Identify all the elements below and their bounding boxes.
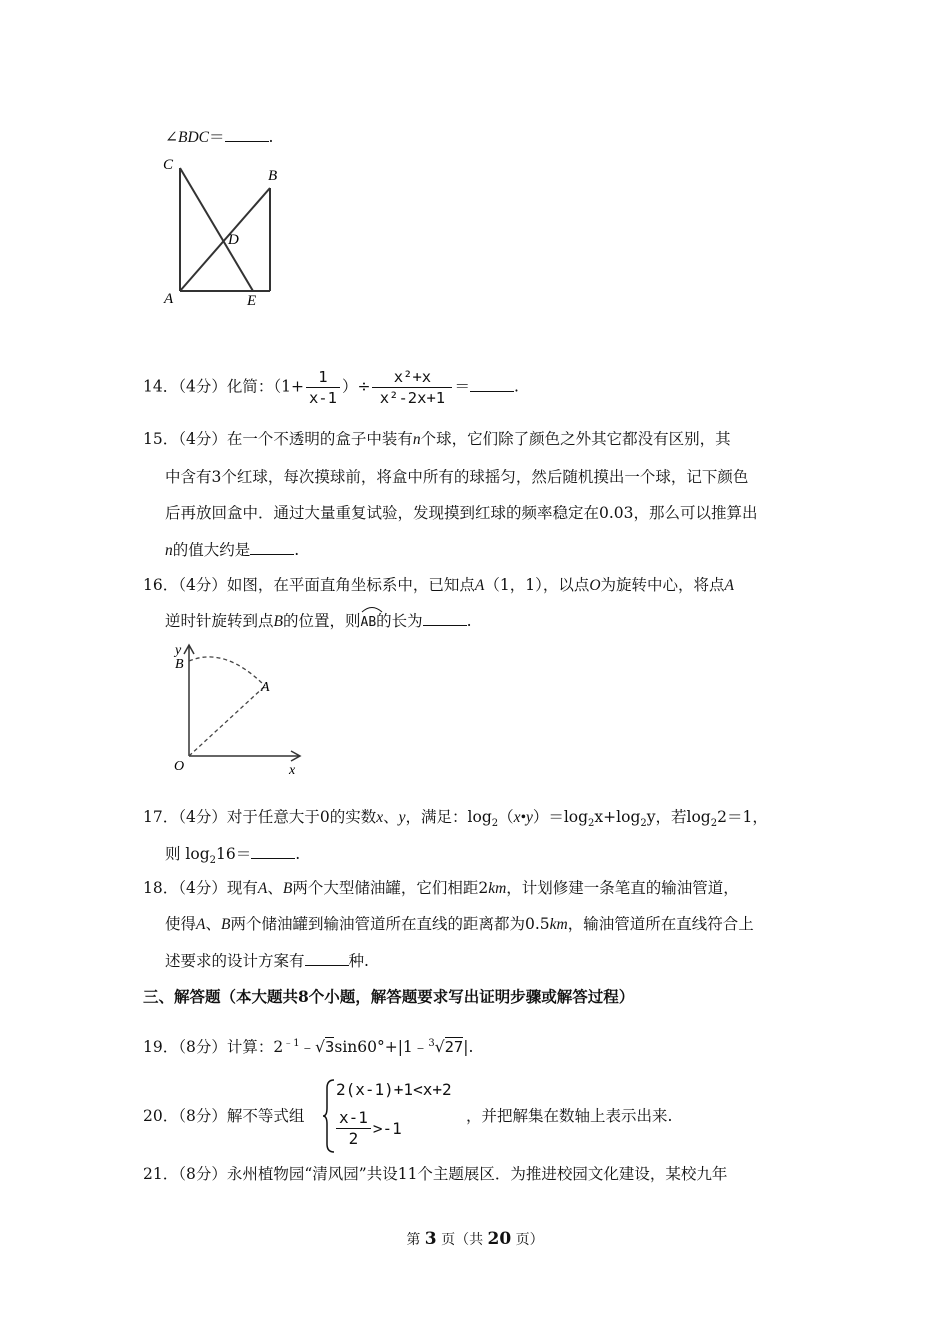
- figure-16-coordinate-plane: [165, 638, 315, 783]
- sqrt-icon: √: [315, 1038, 326, 1057]
- point-a: A: [724, 577, 735, 594]
- label-d: D: [228, 232, 239, 248]
- q13-tail: [165, 126, 273, 149]
- period: .: [466, 612, 472, 630]
- q18-score: （4分）: [178, 879, 227, 897]
- q18-text: ，输油管道所在直线符合上: [567, 915, 754, 933]
- q19-text: 计算：2: [226, 1038, 284, 1057]
- ineq2-rhs: >-1: [372, 1119, 402, 1138]
- q16-text: （1，1），以点: [484, 576, 590, 594]
- q14-text: 化简：（1+: [226, 377, 304, 396]
- point-o: O: [589, 577, 601, 594]
- q17-text: ）＝log: [532, 808, 589, 826]
- q15-score: （4分）: [178, 430, 227, 448]
- equals: ＝: [209, 128, 225, 146]
- tank-a: A: [196, 916, 206, 933]
- var-n: n: [412, 431, 421, 448]
- question-16-line-2: [165, 610, 472, 634]
- q16-number: 16．: [143, 576, 179, 594]
- label-b: B: [175, 657, 184, 672]
- figure-13-diagram: [155, 150, 295, 315]
- label-b: B: [268, 168, 278, 184]
- inequality-2: [334, 1108, 402, 1149]
- tank-b: B: [282, 880, 293, 897]
- cube-root-icon: √: [434, 1038, 445, 1057]
- q18-text: 述要求的设计方案有: [165, 952, 305, 970]
- tank-a: A: [257, 880, 268, 897]
- footer-text: 第: [406, 1232, 425, 1248]
- arc-icon: [361, 605, 383, 613]
- q17-text: x+log: [594, 808, 641, 826]
- question-19: [143, 1033, 473, 1058]
- question-15-line-2: 中含有3个红球，每次摸球前，将盒中所有的球摇匀，然后随机摸出一个球，记下颜色: [165, 468, 749, 486]
- section-3-heading: 三、解答题（本大题共8个小题，解答题要求写出证明步骤或解答过程）: [143, 987, 635, 1006]
- q17-text: （: [498, 808, 514, 826]
- q18-text: 两个储油罐到输油管道所在直线的距离都为0.5: [230, 915, 550, 933]
- q16-text: 为旋转中心，将点: [600, 576, 725, 594]
- sqrt-radicand: 3: [325, 1038, 335, 1057]
- point-a: A: [474, 577, 485, 594]
- cube-radicand: 27: [444, 1038, 464, 1057]
- q14-close: ）÷: [341, 377, 371, 396]
- label-c: C: [163, 157, 174, 173]
- question-17-line-1: [143, 806, 768, 835]
- ineq2-den: 2: [348, 1129, 359, 1148]
- answer-blank[interactable]: [470, 377, 514, 392]
- footer-text: 页（共: [436, 1232, 488, 1248]
- var-n: n: [165, 542, 173, 559]
- point-b: B: [273, 613, 283, 630]
- label-a: A: [164, 291, 174, 307]
- q20-text: 解不等式组: [226, 1107, 305, 1125]
- answer-blank[interactable]: [305, 951, 349, 966]
- tank-b: B: [221, 916, 231, 933]
- question-20-tail: ，并把解集在数轴上表示出来.: [466, 1107, 673, 1125]
- q21-text: 永州植物园“清风园”共设11个主题展区．为推进校园文化建设，某校九年: [226, 1165, 728, 1183]
- footer-text: 页）: [511, 1232, 544, 1248]
- q18-text: ，计划修建一条笔直的输油管道，: [506, 879, 739, 897]
- q19-score: （8分）: [178, 1038, 227, 1057]
- q14-f1-num: 1: [306, 367, 340, 388]
- axis-x-label: x: [289, 763, 296, 778]
- unit-km: km: [488, 880, 507, 897]
- log-base: 2: [588, 818, 595, 830]
- answer-blank[interactable]: [250, 540, 294, 555]
- inequality-1: 2(x-1)+1<x+2: [336, 1080, 452, 1099]
- current-page: 3: [424, 1229, 437, 1249]
- exponent: ﹣1: [283, 1038, 300, 1049]
- angle-label: BDC: [178, 129, 209, 146]
- q15-text: 的值大约是: [172, 541, 251, 559]
- period: .: [513, 377, 519, 396]
- log-base: 2: [209, 855, 217, 867]
- q19-text: sin60°+|1﹣: [334, 1038, 429, 1057]
- total-pages: 20: [487, 1229, 512, 1249]
- q14-number: 14．: [143, 377, 179, 396]
- question-14: [143, 367, 519, 408]
- label-o: O: [174, 759, 185, 774]
- q17-text: 16＝: [216, 845, 252, 863]
- question-17-line-2: [165, 843, 300, 872]
- question-15-line-3: 后再放回盒中．通过大量重复试验，发现摸到红球的频率稳定在0.03，那么可以推算出: [165, 504, 758, 522]
- period: .: [295, 845, 301, 863]
- q16-text: 逆时针旋转到点: [165, 612, 274, 630]
- answer-blank[interactable]: [251, 844, 295, 859]
- q18-text: 、: [267, 879, 283, 897]
- answer-blank[interactable]: [225, 127, 269, 142]
- q14-fraction-1: [306, 367, 340, 408]
- question-16-line-1: [143, 574, 734, 597]
- q14-f2-num: x²+x: [372, 367, 452, 388]
- q20-number: 20．: [143, 1107, 179, 1125]
- arc-label: AB: [360, 615, 377, 630]
- angle-symbol: ∠: [165, 128, 178, 146]
- q17-score: （4分）: [178, 808, 227, 826]
- question-18-line-3: [165, 950, 369, 972]
- label-a: A: [261, 680, 270, 695]
- question-20-label: [143, 1105, 304, 1127]
- question-15-line-4: [165, 539, 299, 562]
- q15-text: 个球，它们除了颜色之外其它都没有区别，其: [420, 430, 731, 448]
- q15-number: 15．: [143, 430, 179, 448]
- q17-text: 2＝1，: [717, 808, 768, 826]
- q17-text: y，若log: [646, 808, 711, 826]
- q18-number: 18．: [143, 879, 179, 897]
- q16-text: 如图，在平面直角坐标系中，已知点: [226, 576, 475, 594]
- q17-number: 17．: [143, 808, 179, 826]
- ineq2-fraction: [336, 1108, 371, 1149]
- q14-equals: ＝: [454, 377, 470, 396]
- q19-text: |.: [463, 1038, 474, 1057]
- axis-y-label: y: [175, 643, 182, 658]
- q14-f2-den: x²-2x+1: [379, 389, 446, 407]
- page-footer: [0, 1228, 950, 1251]
- answer-blank[interactable]: [423, 611, 467, 626]
- question-18-line-1: [143, 877, 739, 900]
- var-xy: x•y: [513, 809, 533, 826]
- q19-number: 19．: [143, 1038, 179, 1057]
- q18-text: 两个大型储油罐，它们相距2: [292, 879, 489, 897]
- period: .: [294, 541, 300, 559]
- q16-text: 的长为: [376, 612, 423, 630]
- arc-ab: [361, 610, 377, 634]
- separator: 、: [383, 808, 399, 826]
- ineq2-num: x-1: [336, 1108, 371, 1129]
- q14-f1-den: x-1: [308, 389, 337, 407]
- q14-fraction-2: [372, 367, 452, 408]
- period: .: [268, 128, 274, 146]
- q16-text: 的位置，则: [282, 612, 361, 630]
- cube-root-index: 3: [428, 1038, 435, 1049]
- question-18-line-2: [165, 913, 754, 936]
- q17-text: 则 log: [165, 845, 210, 863]
- q15-text: 在一个不透明的盒子中装有: [226, 430, 413, 448]
- q20-score: （8分）: [178, 1107, 227, 1125]
- q18-text: 现有: [226, 879, 258, 897]
- q17-text: ，满足：log: [405, 808, 492, 826]
- q21-score: （8分）: [178, 1165, 227, 1183]
- q14-score: （4分）: [178, 377, 227, 396]
- var-x: x: [376, 809, 384, 826]
- q19-text: ﹣: [299, 1038, 316, 1057]
- var-y: y: [398, 809, 406, 826]
- unit-km: km: [549, 916, 568, 933]
- log-base: 2: [640, 818, 647, 830]
- log-base: 2: [710, 818, 718, 830]
- q17-text: 对于任意大于0的实数: [226, 808, 377, 826]
- log-base: 2: [491, 818, 499, 830]
- label-e: E: [247, 293, 257, 309]
- q21-number: 21．: [143, 1165, 179, 1183]
- q18-text: 种.: [348, 952, 369, 970]
- question-21: [143, 1163, 727, 1185]
- question-15-line-1: [143, 428, 731, 451]
- q18-text: 、: [205, 915, 221, 933]
- q16-score: （4分）: [178, 576, 227, 594]
- q18-text: 使得: [165, 915, 197, 933]
